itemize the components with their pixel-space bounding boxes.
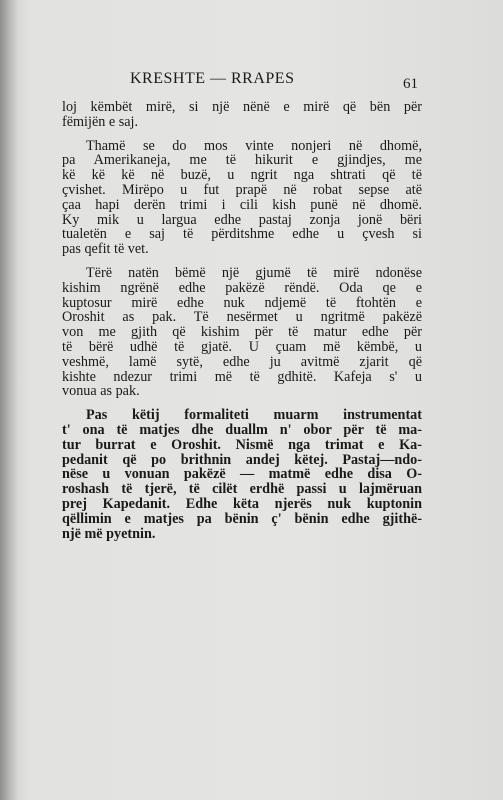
text-line: prej Kapedanit. Edhe këta njerës nuk kuptonin	[62, 495, 422, 512]
text-line: kishim ngrënë edhe pakëzë rëndë. Oda qe e	[62, 279, 422, 296]
running-head: KRESHTE — RRAPES	[130, 70, 295, 87]
text-line: Oroshit as pak. Të nesërmet u ngritmë pakëzë	[62, 309, 422, 326]
text-line: loj këmbët mirë, si një nënë e mirë që bën për	[62, 99, 422, 115]
text-line: vonua as pak.	[62, 383, 140, 400]
text-line: një më pyetnin.	[62, 525, 156, 542]
text-line: fëmijën e saj.	[62, 113, 139, 130]
text-line: çaa hapi derën trimi i cili kish punë në dhomë.	[62, 196, 422, 213]
text-line: kë kë kë në buzë, u ngrit nga shtrati që të	[62, 167, 422, 184]
text-line: Pas këtij formaliteti muarm instrumentat	[86, 407, 422, 424]
paragraph-3	[62, 266, 422, 399]
text-line: Ky mik u largua edhe pastaj zonja jonë bëri	[62, 211, 422, 228]
text-line: pa Amerikaneja, me të hikurit e gjindjes, me	[62, 152, 422, 169]
text-line: roshash të tjerë, të cilët erdhë passi u lajmëruan	[62, 481, 422, 498]
spine-shadow	[0, 0, 18, 800]
text-line: pas qefit të vet.	[62, 241, 149, 258]
text-line: pedanit që po brithnin andej këtej. Pastaj—ndo-	[62, 451, 422, 468]
text-line: qëllimin e matjes pa bënin ç' bënin edhe gjithë-	[62, 510, 422, 527]
text-line: Tërë natën bëmë një gjumë të mirë ndonëse	[86, 264, 422, 281]
body-text	[62, 100, 422, 541]
text-line: çvishet. Mirëpo u fut prapë në robat sepse atë	[62, 181, 422, 198]
text-line: kuptosur mirë edhe nuk ndjemë të ftohtën e	[62, 294, 422, 311]
text-line: tur burrat e Oroshit. Nismë nga trimat e Ka-	[62, 436, 422, 453]
text-line: nëse u vonuan pakëzë — matmë edhe disa O-	[62, 466, 422, 483]
text-line: von me gjith që kishim për të matur edhe për	[62, 324, 422, 341]
paragraph-1	[62, 100, 422, 130]
text-line: t' ona të matjes dhe duallm n' obor për të ma-	[62, 421, 422, 438]
paragraph-4	[62, 408, 422, 541]
text-line: të bërë udhë të gjatë. U çuam më këmbë, u	[62, 338, 422, 355]
page-number: 61	[403, 76, 418, 92]
paragraph-2	[62, 139, 422, 257]
text-line: Thamë se do mos vinte nonjeri në dhomë,	[86, 137, 422, 154]
text-line: tualetën e saj të përditshme edhe u çvesh si	[62, 226, 422, 243]
text-line: veshmë, lamë sytë, edhe ju avitmë zjarit që	[62, 353, 422, 370]
text-line: kishte ndezur trimi më të gdhitë. Kafeja s' u	[62, 368, 422, 385]
